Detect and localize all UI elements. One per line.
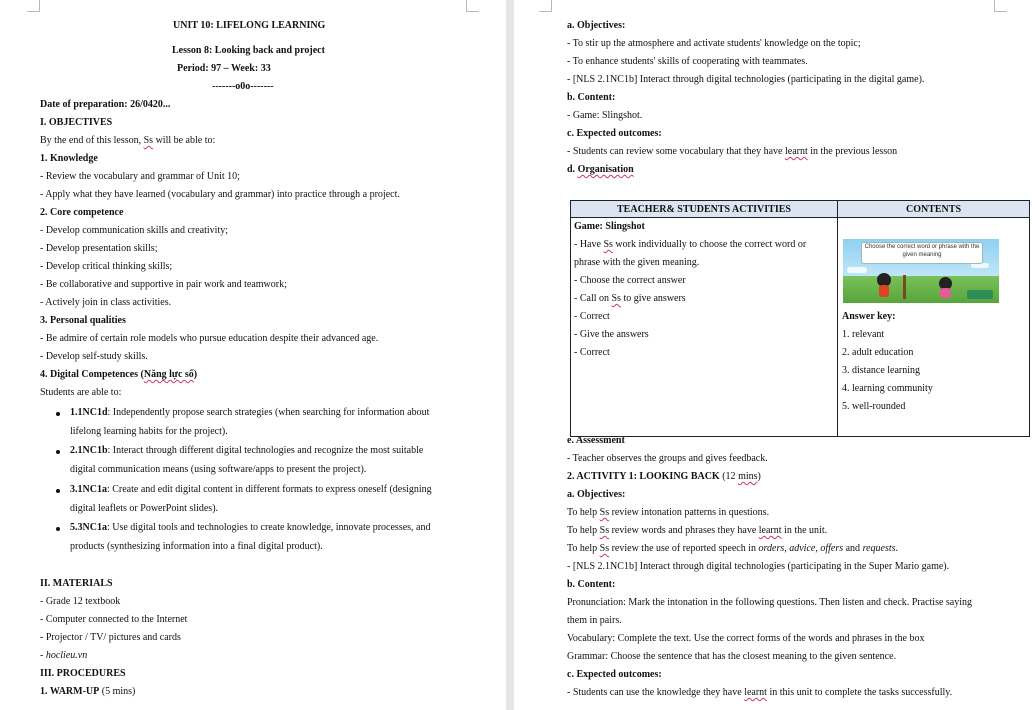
assessment-item: - Teacher observes the groups and gives feedback. <box>567 453 768 464</box>
page-corner-mark <box>539 0 552 12</box>
digital-item: 3.1NC1a: Create and edit digital content in different formats to express oneself (designing <box>70 484 432 495</box>
game-title: Game: Slingshot <box>574 221 645 232</box>
core-competence-item: - Develop presentation skills; <box>40 243 158 254</box>
objectives-intro: By the end of this lesson, Ss will be able to: <box>40 135 216 146</box>
organisation-label: d. Organisation <box>567 164 634 175</box>
materials-heading: II. MATERIALS <box>40 578 113 589</box>
content-label: b. Content: <box>567 92 616 103</box>
period-line: Period: 97 – Week: 33 <box>177 63 271 74</box>
warmup-heading: 1. WARM-UP (5 mins) <box>40 686 136 697</box>
unit-title: UNIT 10: LIFELONG LEARNING <box>173 20 326 31</box>
objective-item: - [NLS 2.1NC1b] Interact through digital technologies (participating in the digital game). <box>567 74 925 85</box>
answer-item: 3. distance learning <box>842 365 921 376</box>
answer-item: 4. learning community <box>842 383 933 394</box>
table-header-contents: CONTENTS <box>838 201 1030 218</box>
core-competence-item: - Be collaborative and supportive in pair work and teamwork; <box>40 279 287 290</box>
activities-table <box>570 200 1030 437</box>
digital-item-continued: products (synthesizing information into a final digital product). <box>70 541 323 552</box>
answer-item: 2. adult education <box>842 347 914 358</box>
activity-step: - Choose the correct answer <box>574 275 686 286</box>
bullet-icon <box>56 489 60 493</box>
activity1-objective: To help Ss review words and phrases they have learnt in the unit. <box>567 525 828 536</box>
activity1-heading: 2. ACTIVITY 1: LOOKING BACK (12 mins) <box>567 471 761 482</box>
digital-item-continued: digital leaflets or PowerPoint slides). <box>70 503 219 514</box>
core-competence-heading: 2. Core competence <box>40 207 124 218</box>
material-item-site: - hoclieu.vn <box>40 650 88 661</box>
activity1-nls: - [NLS 2.1NC1b] Interact through digital technologies (participating in the Super Mario game). <box>567 561 950 572</box>
assessment-label: e. Assessment <box>567 435 625 446</box>
bullet-icon <box>56 450 60 454</box>
answer-key-label: Answer key: <box>842 311 896 322</box>
table-header-activities: TEACHER& STUDENTS ACTIVITIES <box>571 201 838 218</box>
document-page-left <box>0 0 506 710</box>
activities-cell <box>571 218 838 437</box>
contents-cell <box>838 218 1030 437</box>
activity-step: - Correct <box>574 347 610 358</box>
game-button-shape <box>967 290 993 299</box>
knowledge-item: - Review the vocabulary and grammar of Unit 10; <box>40 171 240 182</box>
document-page-right <box>514 0 1035 710</box>
digital-intro: Students are able to: <box>40 387 122 398</box>
personal-qualities-heading: 3. Personal qualities <box>40 315 126 326</box>
pronunciation-task-continued: them in pairs. <box>567 615 622 626</box>
activity1-objective: To help Ss review the use of reported speech in orders, advice, offers and requests. <box>567 543 899 554</box>
answer-item: 5. well-rounded <box>842 401 906 412</box>
core-competence-item: - Actively join in class activities. <box>40 297 172 308</box>
digital-item-continued: digital communication means (using software/apps to present the project). <box>70 464 367 475</box>
page-corner-mark <box>466 0 479 12</box>
vocabulary-task: Vocabulary: Complete the text. Use the correct forms of the words and phrases in the box <box>567 633 925 644</box>
slingshot-shape <box>903 275 906 299</box>
slingshot-game-image <box>843 239 999 303</box>
grammar-task: Grammar: Choose the sentence that has the closest meaning to the given sentence. <box>567 651 897 662</box>
knowledge-item: - Apply what they have learned (vocabulary and grammar) into practice through a project. <box>40 189 400 200</box>
bullet-icon <box>56 412 60 416</box>
lesson-title: Lesson 8: Looking back and project <box>172 45 325 56</box>
bullet-icon <box>56 527 60 531</box>
page-corner-mark <box>994 0 1007 12</box>
content-item: - Game: Slingshot. <box>567 110 643 121</box>
personal-quality-item: - Develop self-study skills. <box>40 351 148 362</box>
digital-item: 2.1NC1b: Interact through different digital technologies and recognize the most suitable <box>70 445 424 456</box>
activity1-objectives-label: a. Objectives: <box>567 489 626 500</box>
cloud-shape <box>847 267 867 273</box>
page-corner-mark <box>27 0 40 12</box>
digital-item: 1.1NC1d: Independently propose search strategies (when searching for information about <box>70 407 430 418</box>
activity-step: - Call on Ss to give answers <box>574 293 686 304</box>
date-of-preparation: Date of preparation: 26/0420... <box>40 99 171 110</box>
material-item: - Projector / TV/ pictures and cards <box>40 632 181 643</box>
activity-step-continued: phrase with the given meaning. <box>574 257 700 268</box>
objective-item: - To stir up the atmosphere and activate students' knowledge on the topic; <box>567 38 861 49</box>
personal-quality-item: - Be admire of certain role models who pursue education despite their advanced age. <box>40 333 379 344</box>
core-competence-item: - Develop critical thinking skills; <box>40 261 173 272</box>
activity1-outcomes-label: c. Expected outcomes: <box>567 669 662 680</box>
activity-step: - Give the answers <box>574 329 649 340</box>
activity1-content-label: b. Content: <box>567 579 616 590</box>
divider-line: -------o0o------- <box>212 81 274 92</box>
digital-item: 5.3NC1a: Use digital tools and technologies to create knowledge, innovate processes, and <box>70 522 431 533</box>
game-question-banner: Choose the correct word or phrase with the given meaning <box>861 242 983 264</box>
objective-item: - To enhance students' skills of cooperating with teammates. <box>567 56 808 67</box>
knowledge-heading: 1. Knowledge <box>40 153 98 164</box>
outcomes-label: c. Expected outcomes: <box>567 128 662 139</box>
procedures-heading: III. PROCEDURES <box>40 668 126 679</box>
activity-step: - Correct <box>574 311 610 322</box>
core-competence-item: - Develop communication skills and creativity; <box>40 225 229 236</box>
character-body-shape <box>879 285 889 297</box>
digital-item-continued: lifelong learning habits for the project). <box>70 426 228 437</box>
material-item: - Grade 12 textbook <box>40 596 121 607</box>
character-body-shape <box>940 288 951 298</box>
outcomes-item: - Students can review some vocabulary that they have learnt in the previous lesson <box>567 146 898 157</box>
material-item: - Computer connected to the Internet <box>40 614 188 625</box>
activity1-objective: To help Ss review intonation patterns in questions. <box>567 507 770 518</box>
activity-step: - Have Ss work individually to choose the correct word or <box>574 239 807 250</box>
digital-competences-heading: 4. Digital Competences (Năng lực số) <box>40 369 198 380</box>
answer-item: 1. relevant <box>842 329 885 340</box>
objectives-label: a. Objectives: <box>567 20 626 31</box>
objectives-heading: I. OBJECTIVES <box>40 117 113 128</box>
pronunciation-task: Pronunciation: Mark the intonation in the following questions. Then listen and check. Practise saying <box>567 597 973 608</box>
activity1-outcomes-item: - Students can use the knowledge they have learnt in this unit to complete the tasks successfully. <box>567 687 953 698</box>
